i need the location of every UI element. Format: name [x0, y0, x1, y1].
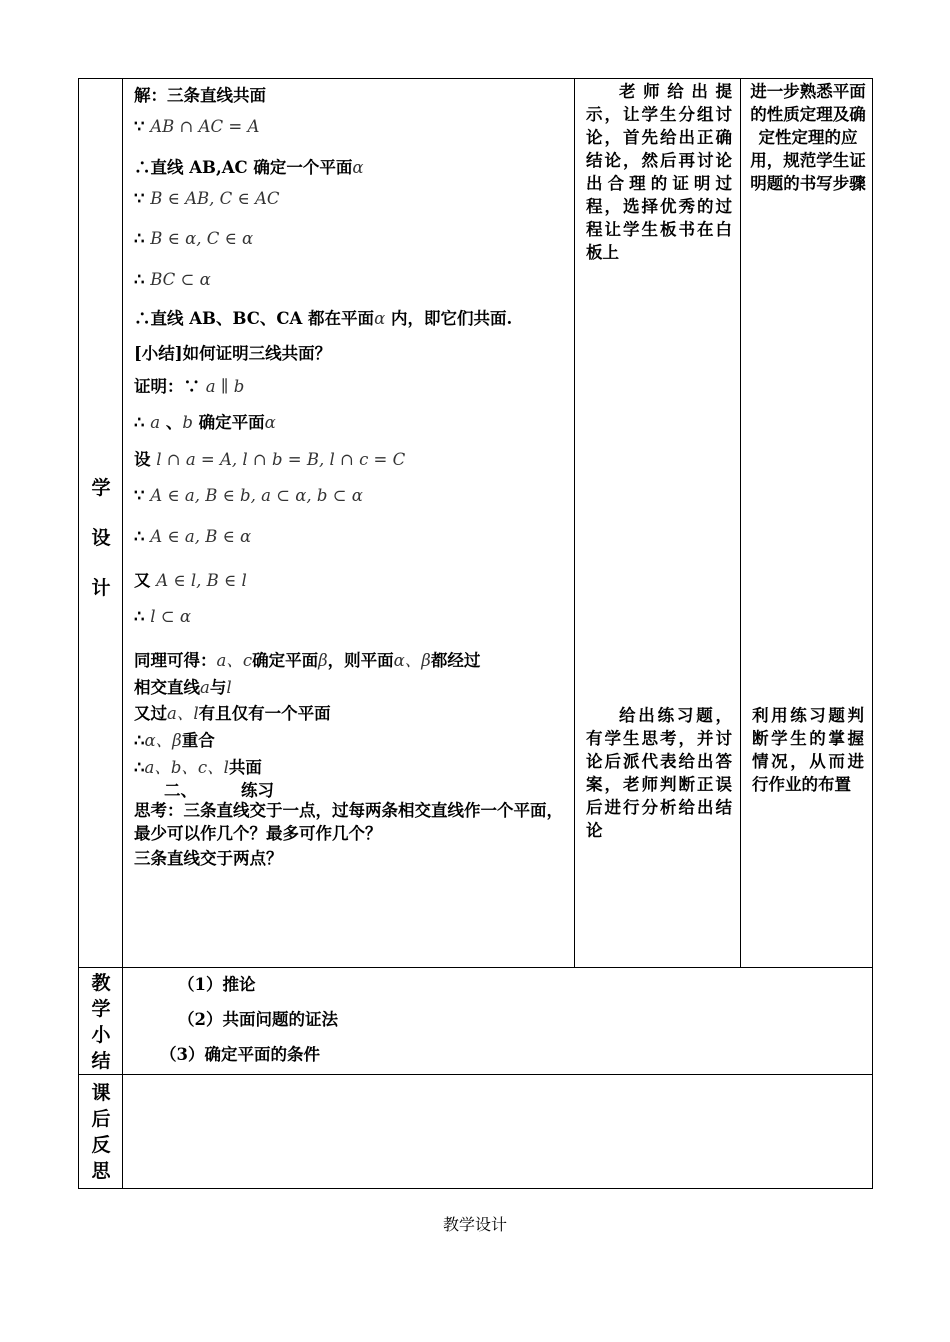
section-label-design — [80, 476, 122, 626]
summary-item: （1）推论 — [178, 975, 256, 994]
label-char: 反 — [91, 1134, 111, 1156]
think-question: 思考：三条直线交于一点，过每两条相交直线作一个平面，最少可以作几个？最多可作几个？ — [134, 801, 563, 843]
design-purpose-2: 利用练习题判断学生的掌握情况，从而进行作业的布置 — [752, 706, 864, 794]
label-char: 学 — [91, 477, 111, 499]
label-char: 小 — [91, 1024, 111, 1046]
solution-line: 又 A ∈ l, B ∈ l — [134, 571, 247, 590]
summary-item: （3）确定平面的条件 — [160, 1045, 320, 1064]
teacher-activity-1: 老师给出提示，让学生分组讨论，首先给出正确结论，然后再讨论出合理的证明过程，选择优秀的过程让学生板书在白板上 — [586, 82, 732, 262]
solution-line: ∵ B ∈ AB, C ∈ AC — [134, 189, 280, 208]
label-char: 课 — [91, 1082, 111, 1104]
section-heading: 二、 练习 — [164, 781, 274, 800]
section-label-summary — [80, 970, 122, 1074]
solution-line: 相交直线a与l — [134, 678, 232, 697]
page-footer: 教学设计 — [442, 1215, 507, 1234]
label-char: 计 — [91, 577, 111, 599]
solution-line: 设 l ∩ a = A, l ∩ b = B, l ∩ c = C — [134, 450, 406, 469]
solution-line: ∴ a 、b 确定平面α — [134, 413, 276, 432]
summary-item: （2）共面问题的证法 — [178, 1010, 338, 1029]
solution-line: 证明：∵ a ∥ b — [134, 377, 245, 396]
solution-line: ∴α、β重合 — [134, 731, 215, 750]
label-char: 设 — [91, 527, 111, 549]
solution-line: 又过a、l有且仅有一个平面 — [134, 704, 331, 723]
solution-line: ∴a、b、c、l共面 — [134, 758, 262, 777]
divider — [78, 967, 873, 968]
solution-line: ∵ A ∈ a, B ∈ b, a ⊂ α, b ⊂ α — [134, 486, 363, 505]
solution-line: ∴ l ⊂ α — [134, 607, 191, 626]
label-char: 学 — [91, 998, 111, 1020]
solution-line: [小结]如何证明三线共面？ — [134, 344, 332, 363]
label-char: 教 — [91, 972, 111, 994]
label-char: 思 — [91, 1160, 111, 1182]
solution-line: ∵ AB ∩ AC = A — [134, 117, 260, 136]
divider — [78, 1074, 873, 1075]
divider — [574, 78, 575, 968]
solution-line: 解：三条直线共面 — [134, 86, 266, 105]
solution-line: ∴ A ∈ a, B ∈ α — [134, 527, 252, 546]
label-char: 结 — [91, 1050, 111, 1072]
solution-line: ∴ B ∈ α, C ∈ α — [134, 229, 254, 248]
divider — [122, 78, 123, 1189]
solution-line: 同理可得：a、c确定平面β，则平面α、β都经过 — [134, 651, 481, 670]
teacher-activity-2: 给出练习题，有学生思考，并讨论后派代表给出答案，老师判断正误后进行分析给出结论 — [586, 706, 732, 840]
design-purpose-1: 进一步熟悉平面的性质定理及确定性定理的应用，规范学生证明题的书写步骤 — [750, 82, 866, 193]
solution-line: ∴ BC ⊂ α — [134, 270, 211, 289]
section-label-reflection — [80, 1080, 122, 1184]
solution-line: ∴直线 AB、BC、CA 都在平面α 内，即它们共面. — [134, 309, 513, 328]
think-question-2: 三条直线交于两点？ — [134, 849, 283, 868]
divider — [740, 78, 741, 968]
label-char: 后 — [91, 1108, 111, 1130]
solution-line: ∴直线 AB,AC 确定一个平面α — [134, 158, 364, 177]
